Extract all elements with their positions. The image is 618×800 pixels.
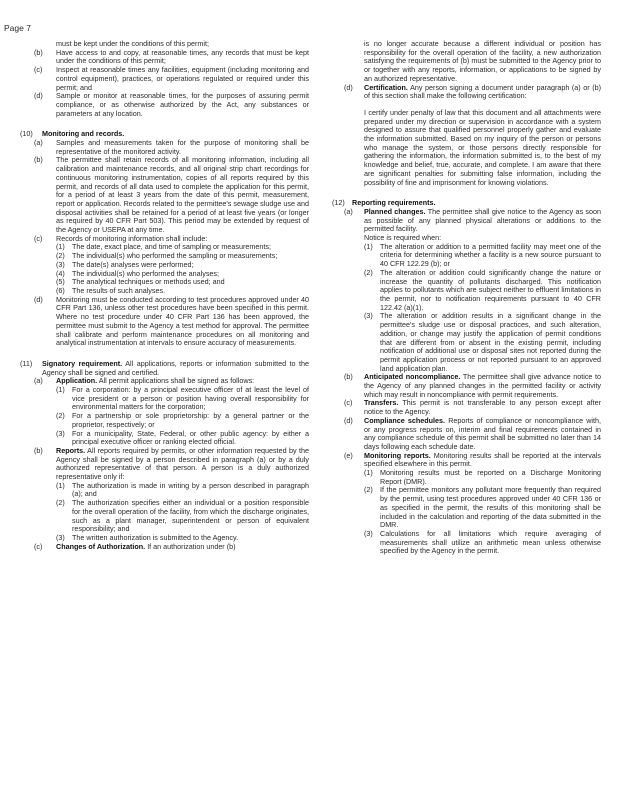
clause-text: Monitoring results shall be reported at the intervals specified elsewhere in this permit.: [364, 450, 601, 469]
list-item: [332, 530, 601, 556]
item-number: (2): [56, 411, 65, 421]
clause-text: Sample or monitor at reasonable times, for the purposes of assuring permit compliance, or as otherwise authorized by the Act, any substances or parameters at any location.: [56, 91, 309, 118]
clause-label: (b): [34, 47, 43, 57]
clause-text: Reports of compliance or noncompliance with, or any progress reports on, interim and final requirements contained in any compliance schedule of this permit shall be submitted no later than 14 days following each schedule date.: [364, 415, 601, 451]
clause-label: (b): [344, 372, 353, 382]
clause-text: Monitoring must be conducted according to test procedures approved under 40 CFR Part 136, unless other test procedures have been specified in this permit. Where no test procedure under 40 CFR Part 136 has been approved, the permittee must submit to the Agency a test method for approval. The permittee shall calibrate and perform maintenance procedures on all monitoring and analytical instrumentation at intervals to ensure accuracy of measurements.: [56, 294, 309, 348]
item-number: (2): [56, 498, 65, 508]
text: must be kept under the conditions of this permit;: [56, 39, 210, 48]
clause-label: (e): [344, 450, 353, 460]
clause-text: Any person signing a document under paragraph (a) or (b) of this section shall make the following certification:: [364, 82, 601, 101]
clause-label: (a): [34, 138, 43, 148]
item-text: The alteration or addition to a permitted facility may meet one of the criteria for determining whether a facility is a new source pursuant to 40 CFR 122.29 (b); or: [380, 241, 601, 269]
list-item: [20, 482, 309, 499]
clause-title: Certification.: [364, 82, 408, 92]
item-text: The date(s) analyses were performed;: [72, 259, 194, 269]
clause-11d: [332, 84, 601, 101]
list-item: [20, 499, 309, 534]
item-number: (1): [56, 480, 65, 490]
right-column: [332, 40, 601, 556]
clause-label: (d): [34, 91, 43, 101]
item-number: (2): [364, 267, 373, 277]
clause-label: (c): [344, 398, 353, 408]
clause-12a: [332, 208, 601, 234]
page-number: Page 7: [4, 23, 31, 33]
item-number: (1): [56, 385, 65, 395]
clause-12e: [332, 452, 601, 469]
section-title: Reporting requirements.: [352, 198, 436, 208]
clause-label: (d): [344, 82, 353, 92]
clause-title: Reports.: [56, 445, 86, 455]
item-number: (1): [56, 242, 65, 252]
list-item: [332, 243, 601, 269]
item-text: The individual(s) who performed the sampling or measurements;: [72, 251, 278, 261]
item-text: If the permittee monitors any pollutant more frequently than required by the permit, using test procedures approved under 40 CFR 136 or as specified in the permit, the results of this monitoring shall be included in the calculation and reporting of the data submitted in the DMR.: [380, 485, 601, 530]
clause-text: The permittee shall give advance notice to the Agency of any planned changes in the permitted facility or activity which may result in noncompliance with permit requirements.: [364, 372, 601, 399]
clause-9d: [20, 92, 309, 118]
item-text: The authorization is made in writing by a person described in paragraph (a); and: [72, 480, 309, 499]
certification-statement: I certify under penalty of law that this document and all attachments were prepared under my direction or supervision in accordance with a system designed to assure that qualified personnel properly gather and evaluate the information submitted. Based on my inquiry of the person or persons who manage the system, or those persons directly responsible for gathering the information, the information submitted is, to the best of my knowledge and belief, true, accurate, and complete. I am aware that there are significant penalties for submitting false information, including the possibility of fine and imprisonment for knowing violations.: [364, 107, 601, 187]
clause-text: If an authorization under (b): [147, 541, 236, 551]
clause-label: (c): [34, 541, 43, 551]
clause-title: Compliance schedules.: [364, 415, 446, 425]
clause-label: (c): [34, 65, 43, 75]
item-text: The alteration or addition could significantly change the nature or increase the quantity of pollutants discharged. This notification applies to pollutants which are subject neither to effluent limitations in the permit, nor to notification requirements pursuant to 40 CFR 122.42 (a)(1).: [380, 267, 601, 312]
clause-12c: [332, 399, 601, 416]
item-text: The alteration or addition results in a significant change in the permittee's sludge use or disposal practices, and such alteration, addition, or change may justify the application of permit conditions that are different from or absent in the existing permit, including notification of additional use or disposal sites not reported during the permit application process or not reported pursuant to an approved land application plan.: [380, 311, 601, 373]
section-number: (12): [332, 198, 345, 208]
clause-label: (d): [344, 415, 353, 425]
section-intro: All applications, reports or information submitted to the Agency shall be signed and certified.: [42, 358, 310, 377]
list-item: [332, 469, 601, 486]
item-number: (6): [56, 285, 65, 295]
clause-10a: [20, 139, 309, 156]
clause-label: (a): [344, 206, 353, 216]
text: is no longer accurate because a different individual or position has responsibility for the overall operation of the facility, a new authorization satisfying the requirements of (b) must be submitted to the Agency prior to or together with any reports, information, or applications to be signed by an authorized representative.: [364, 39, 601, 83]
section-number: (11): [20, 358, 33, 368]
list-item: [332, 486, 601, 530]
clause-text: Samples and measurements taken for the purpose of monitoring shall be representative of the monitored activity.: [56, 138, 309, 156]
clause-text: The permittee shall retain records of all monitoring information, including all calibration and maintenance records, and all original strip chart recordings for continuous monitoring instrumentation, copies of all reports required by this permit, and records of all data used to complete the application for this permit, for a period of at least 3 years from the date of this permit, measurement, report or application. Records related to the permittee's sewage sludge use and disposal activities shall be retained for a period of at least five years (or longer as required by 40 CFR Part 503). This period may be extended by request of the Agency or USEPA at any time.: [56, 155, 309, 235]
clause-12d: [332, 417, 601, 452]
item-text: For a municipality, State, Federal, or other public agency: by either a principal executive officer or ranking elected official.: [72, 428, 309, 447]
item-text: For a corporation: by a principal executive officer of at least the level of vice president or a person or position having overall responsibility for environmental matters for the corporation;: [72, 385, 309, 412]
clause-label: (b): [34, 445, 43, 455]
item-text: Monitoring results must be reported on a Discharge Monitoring Report (DMR).: [380, 468, 601, 486]
item-text: The analytical techniques or methods used; and: [72, 277, 225, 287]
clause-text: Inspect at reasonable times any facilities, equipment (including monitoring and control equipment), practices, or operations regulated or required under this permit; and: [56, 65, 309, 92]
item-number: (5): [56, 277, 65, 287]
list-item: [20, 430, 309, 447]
clause-title: Application.: [56, 376, 98, 386]
notice-text: Notice is required when:: [364, 233, 442, 243]
clause-12b: [332, 373, 601, 399]
item-number: (3): [56, 259, 65, 269]
section-number: (10): [20, 129, 33, 139]
clause-title: Planned changes.: [364, 206, 426, 216]
item-number: (2): [56, 251, 65, 261]
clause-9c: [20, 66, 309, 92]
clause-text: This permit is not transferable to any person except after notice to the Agency.: [364, 398, 601, 417]
item-number: (3): [56, 428, 65, 438]
clause-label: (a): [34, 376, 43, 386]
item-number: (1): [364, 241, 373, 251]
clause-text: Records of monitoring information shall include:: [56, 233, 208, 243]
clause-label: (b): [34, 155, 43, 165]
clause-title: Changes of Authorization.: [56, 541, 146, 551]
section-title: Monitoring and records.: [42, 129, 125, 139]
clause-10b: [20, 156, 309, 234]
section-11-heading: [20, 360, 309, 377]
item-text: The results of such analyses.: [72, 285, 166, 295]
clause-label: (c): [34, 233, 43, 243]
clause-title: Monitoring reports.: [364, 450, 431, 460]
list-item: [332, 269, 601, 313]
item-text: The authorization specifies either an individual or a position responsible for the overall operation of the facility, from which the discharge originates, such as a plant manager, superintendent or person of equivalent responsibility; and: [72, 498, 309, 534]
clause-11b: [20, 447, 309, 482]
left-column: [20, 40, 309, 551]
clause-title: Transfers.: [364, 398, 399, 408]
item-number: (3): [56, 532, 65, 542]
clause-text: The permittee shall give notice to the Agency as soon as possible of any planned physical alterations or additions to the permitted facility.: [364, 206, 601, 234]
item-number: (3): [364, 528, 373, 538]
clause-11c: [20, 543, 309, 552]
clause-text: Have access to and copy, at reasonable times, any records that must be kept under the conditions of this permit;: [56, 47, 309, 66]
section-title: Signatory requirement.: [42, 358, 123, 368]
item-text: Calculations for all limitations which require averaging of measurements shall utilize an arithmetic mean unless otherwise specified by the Agency in the permit.: [380, 528, 601, 556]
clause-9b: [20, 49, 309, 66]
list-item: [20, 386, 309, 412]
item-text: The written authorization is submitted to the Agency.: [72, 532, 239, 542]
list-item: [20, 412, 309, 429]
item-number: (1): [364, 468, 373, 478]
clause-title: Anticipated noncompliance.: [364, 372, 461, 382]
paragraph-continuation: [332, 40, 601, 84]
item-text: For a partnership or sole proprietorship: by a general partner or the proprietor, respectively; or: [72, 411, 309, 429]
clause-10d: [20, 296, 309, 348]
clause-text: All reports required by permits, or other information requested by the Agency shall be signed by a person described in paragraph (a) or by a duly authorized representative of that person. A person is a duly authorized representative only if:: [56, 445, 309, 482]
item-text: The individual(s) who performed the analyses;: [72, 268, 220, 278]
clause-label: (d): [34, 294, 43, 304]
item-text: The date, exact place, and time of sampling or measurements;: [72, 242, 271, 252]
clause-text: All permit applications shall be signed as follows:: [98, 376, 255, 386]
item-number: (3): [364, 311, 373, 321]
item-number: (4): [56, 268, 65, 278]
item-number: (2): [364, 485, 373, 495]
list-item: [332, 312, 601, 373]
